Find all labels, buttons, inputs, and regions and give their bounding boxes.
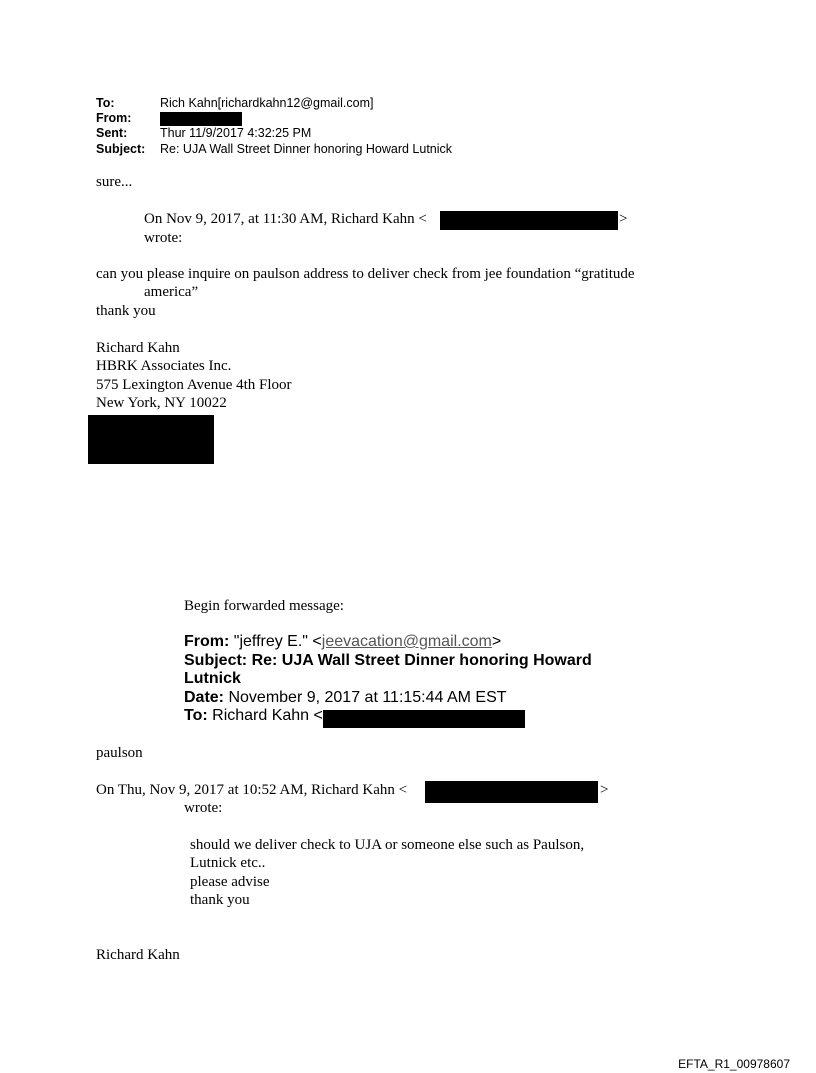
quote-line: should we deliver check to UJA or someone else such as Paulson, — [190, 837, 585, 853]
forward-to-label: To: — [184, 707, 208, 724]
signature-company: HBRK Associates Inc. — [96, 358, 232, 374]
redaction-bar — [323, 710, 525, 728]
quote-intro: On Thu, Nov 9, 2017 at 10:52 AM, Richard Kahn < — [96, 782, 408, 798]
quote-line: please advise — [190, 874, 270, 890]
quote-line: thank you — [96, 303, 156, 319]
forward-from — [184, 633, 501, 651]
quote-wrote: wrote: — [144, 230, 183, 246]
quote-wrote: wrote: — [184, 800, 223, 816]
forward-body-text: paulson — [96, 745, 143, 761]
quote-line: thank you — [190, 892, 250, 908]
sent-value: Thur 11/9/2017 4:32:25 PM — [160, 126, 312, 140]
forward-subject-cont — [184, 670, 241, 688]
quote-intro: On Nov 9, 2017, at 11:30 AM, Richard Kahn < — [144, 211, 427, 227]
signature-address: 575 Lexington Avenue 4th Floor — [96, 377, 292, 393]
closing-name: Richard Kahn — [96, 947, 180, 963]
forward-to — [184, 707, 323, 725]
forward-date-value: November 9, 2017 at 11:15:44 AM EST — [224, 689, 507, 706]
redaction-bar — [425, 781, 598, 803]
forward-subject-line: Lutnick — [184, 670, 241, 687]
redaction-bar — [440, 211, 618, 230]
document-id: EFTA_R1_00978607 — [678, 1057, 790, 1071]
from-label: From: — [96, 111, 132, 125]
to-label: To: — [96, 96, 115, 110]
redaction-bar — [160, 112, 242, 126]
quote-intro-close: > — [619, 211, 628, 227]
to-value: Rich Kahn[richardkahn12@gmail.com] — [160, 96, 374, 110]
forward-intro: Begin forwarded message: — [184, 598, 344, 614]
subject-label: Subject: — [96, 142, 146, 156]
quote-intro-close: > — [600, 782, 609, 798]
forward-from-close: > — [491, 633, 502, 650]
quote-line: can you please inquire on paulson address to deliver check from jee foundation “gratitude — [96, 266, 635, 282]
forward-subject-line: Subject: Re: UJA Wall Street Dinner honoring Howard — [184, 652, 592, 669]
quote-line: Lutnick etc.. — [190, 855, 266, 871]
signature-name: Richard Kahn — [96, 340, 180, 356]
sent-label: Sent: — [96, 126, 128, 140]
signature-city: New York, NY 10022 — [96, 395, 227, 411]
forward-date-label: Date: — [184, 689, 225, 706]
forward-from-label: From: — [184, 633, 230, 650]
forward-subject — [184, 652, 592, 670]
quote-line: america” — [144, 284, 199, 300]
reply-text: sure... — [96, 174, 133, 190]
redaction-block — [88, 415, 214, 464]
forward-date — [184, 689, 507, 707]
forward-to-value: Richard Kahn < — [207, 707, 323, 724]
forward-from-email[interactable]: jeevacation@gmail.com — [321, 633, 492, 650]
forward-from-name: "jeffrey E." < — [229, 633, 322, 650]
subject-value: Re: UJA Wall Street Dinner honoring Howard Lutnick — [160, 142, 453, 156]
